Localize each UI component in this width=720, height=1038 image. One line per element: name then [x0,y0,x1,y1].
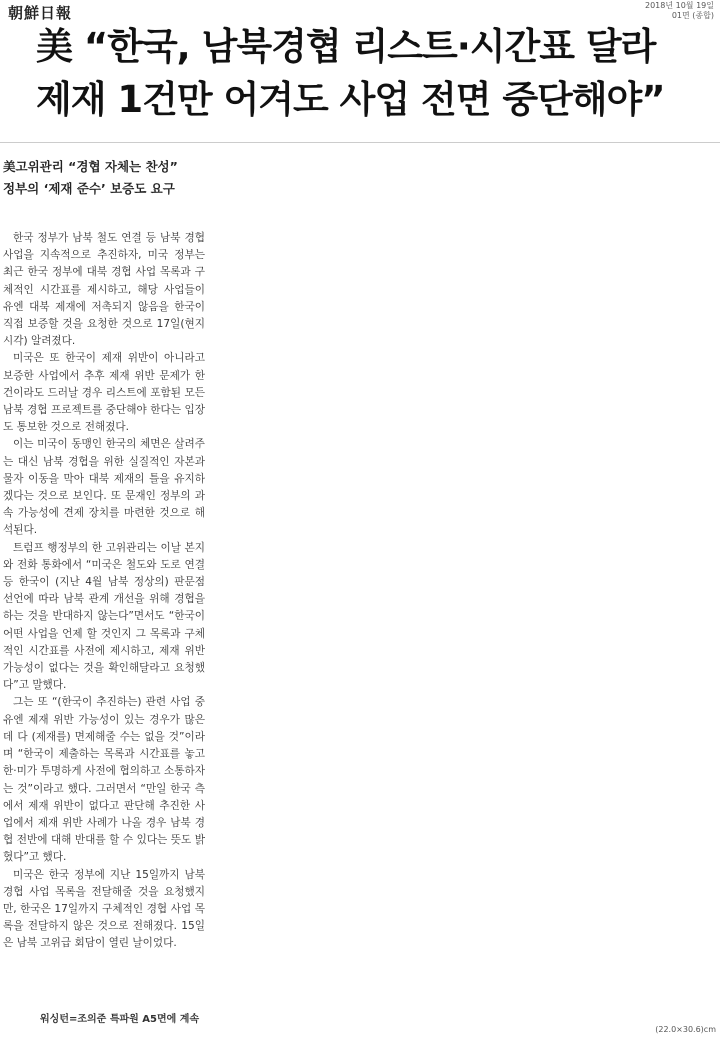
headline-line-2: 제재 1건만 어겨도 사업 전면 중단해야” [36,78,665,121]
headline-line-1: 美 “한국, 남북경협 리스트·시간표 달라 [36,25,656,68]
subheadline-line-1: 美고위관리 “경협 자체는 찬성” [3,159,178,174]
article-paragraph: 이는 미국이 동맹인 한국의 체면은 살려주는 대신 남북 경협을 위한 실질적인 자본과 물자 이동을 막아 대북 제재의 틀을 유지하겠다는 것으로 보인다. 또 문재인 정부의 과속 가능성에 견제 장치를 마련한 것으로 해석된다. [3,438,205,537]
article-paragraph: 트럼프 행정부의 한 고위관리는 이날 본지와 전화 통화에서 “미국은 철도와 도로 연결 등 한국이 (지난 4월 남북 정상의) 판문점 선언에 따라 남북 관계 개선을 위해 경협을 하는 것을 반대하지 않는다”면서도 “한국이 어떤 사업을 언제 할 것인지 그 목록과 구체적인 시간표를 사전에 제시하고, 제재 위반 가능성이 없다는 것을 확인해달라고 요청했다”고 말했다. [3,541,205,692]
page-number: 01면 (종합) [671,11,714,20]
article-paragraph: 한국 정부가 남북 철도 연결 등 남북 경협 사업을 지속적으로 추진하자, 미국 정부는 최근 한국 정부에 대북 경협 사업 목록과 구체적인 시간표를 제시하고, 해당 사업들이 유엔 대북 제재에 저촉되지 않음을 한국이 직접 보증할 것을 요청한 것으로 17일(현지 시각) 알려졌다. [3,232,205,348]
article-paragraph: 미국은 또 한국이 제재 위반이 아니라고 보증한 사업에서 추후 제재 위반 문제가 한 건이라도 드러날 경우 리스트에 포함된 모든 남북 경협 프로젝트를 중단해야 한다는 입장도 통보한 것으로 전해졌다. [3,352,205,434]
headline [36,20,720,126]
subheadline-line-2: 정부의 ‘제재 준수’ 보증도 요구 [3,181,175,196]
article-paragraph: 그는 또 “(한국이 추진하는) 관련 사업 중 유엔 제재 위반 가능성이 있는 경우가 많은데 다 (제재를) 면제해줄 수는 없을 것”이라며 “한국이 제출하는 목록과 시간표를 놓고 한·미가 투명하게 사전에 협의하고 소통하자는 것”이라고 했다. 그러면서 “만일 한국 측에서 제재 위반이 없다고 판단해 추진한 사업에서 제재 위반 사례가 나올 경우 남북 경협 전반에 대해 반대를 할 수 있다는 뜻도 밝혔다”고 했다. [3,696,205,864]
issue-date: 2018년 10월 19일 [645,1,714,10]
article-paragraph: 미국은 한국 정부에 지난 15일까지 남북 경협 사업 목록을 전달해줄 것을 요청했지만, 한국은 17일까지 구체적인 경협 사업 목록을 전달하지 않은 것으로 전해졌다. 15일은 남북 고위급 회담이 열린 날이었다. [3,868,205,950]
divider [0,142,720,143]
dateline [645,1,714,21]
byline: 워싱턴=조의준 특파원 A5면에 계속 [40,1014,200,1025]
subheadline [3,156,208,200]
article-body [3,230,205,953]
newspaper-masthead: 朝鮮日報 [8,4,73,22]
clipping-size-note: (22.0×30.6)cm [655,1025,716,1034]
